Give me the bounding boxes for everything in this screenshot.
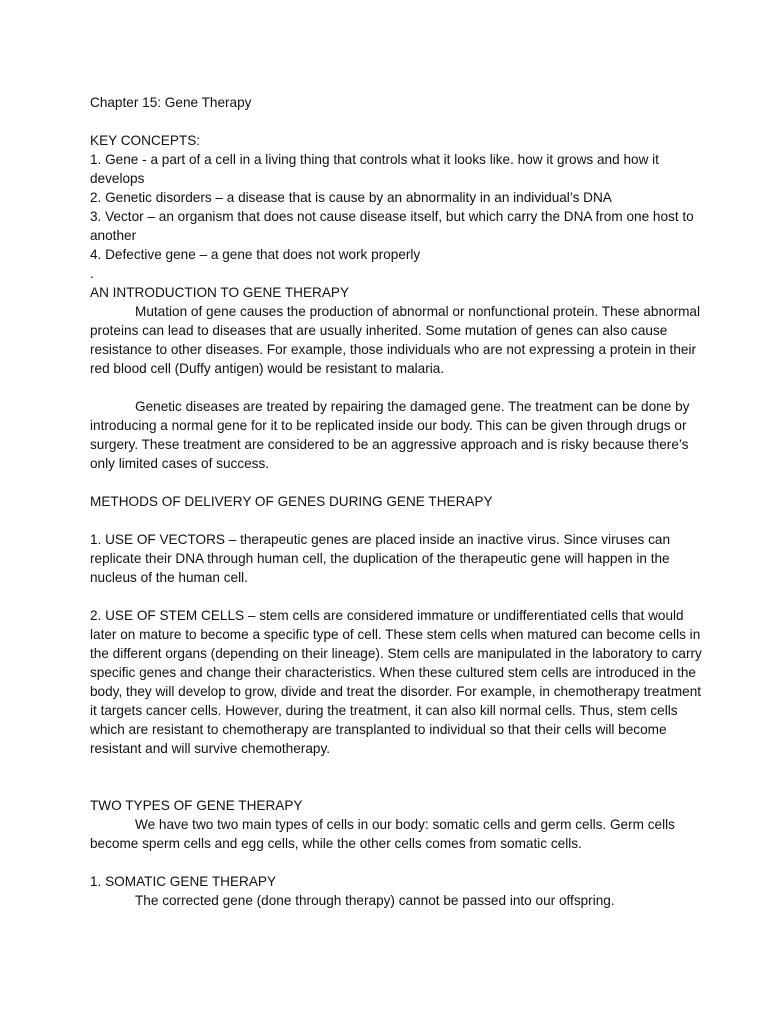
trailing-mark: . — [90, 266, 94, 281]
types-heading: TWO TYPES OF GENE THERAPY — [90, 798, 303, 813]
key-concept-item: 1. Gene - a part of a cell in a living thing that controls what it looks like. how it grows and how it develops — [90, 152, 659, 186]
spacer — [90, 378, 708, 397]
method-item: 2. USE OF STEM CELLS – stem cells are considered immature or undifferentiated cells that would later on mature to become a specific type of cell. These stem cells when matured can become cells in the different organs (depending on their lineage). Stem cells are manipulated in the laboratory to carry specific genes and change their characteristics. When these cultured stem cells are introduced in the body, they will develop to grow, divide and treat the disorder. For example, in chemotherapy treatment it targets cancer cells. However, during the treatment, it can also kill normal cells. Thus, stem cells which are resistant to chemotherapy are transplanted to individual so that their cells will become resistant and will survive chemotherapy. — [90, 608, 702, 756]
somatic-paragraph: The corrected gene (done through therapy) cannot be passed into our offspring. — [135, 893, 615, 908]
introduction-heading: AN INTRODUCTION TO GENE THERAPY — [90, 285, 350, 300]
method-item: 1. USE OF VECTORS – therapeutic genes are placed inside an inactive virus. Since viruses can replicate their DNA through human cell, the duplication of the therapeutic gene will happen in the nucleus of the human cell. — [90, 532, 671, 585]
key-concept-item: 2. Genetic disorders – a disease that is cause by an abnormality in an individual’s DNA — [90, 190, 612, 205]
spacer — [90, 587, 708, 606]
spacer — [90, 758, 708, 777]
introduction-paragraph: Genetic diseases are treated by repairing the damaged gene. The treatment can be done by introducing a normal gene for it to be replicated inside our body. This can be given through drugs or surgery. These treatment are considered to be an aggressive approach and is risky because there’s only limited cases of success. — [90, 399, 690, 471]
spacer — [90, 112, 708, 131]
key-concepts-heading: KEY CONCEPTS: — [90, 133, 201, 148]
key-concept-item: 4. Defective gene – a gene that does not work properly — [90, 247, 421, 262]
somatic-heading: 1. SOMATIC GENE THERAPY — [90, 874, 277, 889]
key-concept-item: 3. Vector – an organism that does not cause disease itself, but which carry the DNA from one host to another — [90, 209, 694, 243]
chapter-title: Chapter 15: Gene Therapy — [90, 95, 252, 110]
introduction-paragraph: Mutation of gene causes the production of abnormal or nonfunctional protein. These abnormal proteins can lead to diseases that are usually inherited. Some mutation of genes can also cause resistance to other diseases. For example, those individuals who are not expressing a protein in their red blood cell (Duffy antigen) would be resistant to malaria. — [90, 304, 701, 376]
spacer — [90, 777, 708, 796]
spacer — [90, 853, 708, 872]
spacer — [90, 473, 708, 492]
types-paragraph: We have two two main types of cells in our body: somatic cells and germ cells. Germ cells become sperm cells and egg cells, while the other cells comes from somatic cells. — [90, 817, 675, 851]
methods-heading: METHODS OF DELIVERY OF GENES DURING GENE THERAPY — [90, 494, 493, 509]
spacer — [90, 511, 708, 530]
